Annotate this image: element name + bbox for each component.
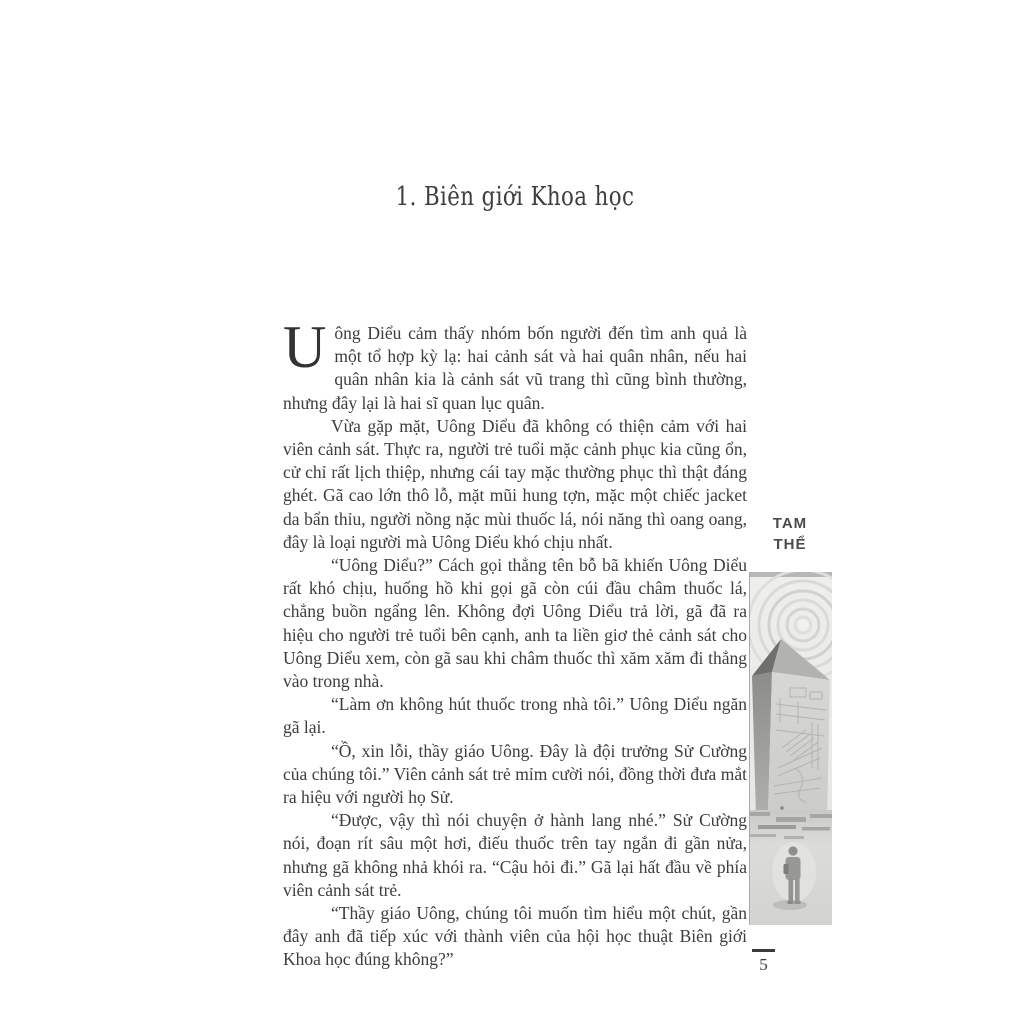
page-number-rule <box>752 949 775 952</box>
paragraph: Vừa gặp mặt, Uông Diểu đã không có thiện cảm với hai viên cảnh sát. Thực ra, người trẻ tuổi mặc cảnh phục kia cũng ổn, cử chỉ rất lịch thiệp, nhưng cái tay mặc thường phục thì thật đáng ghét. Gã cao lớn thô lỗ, mặt mũi hung tợn, mặc một chiếc jacket da bẩn thỉu, người nồng nặc mùi thuốc lá, nói năng thì oang oang, đây là loại người mà Uông Diểu khó chịu nhất. <box>283 415 747 552</box>
paragraph: “Uông Diểu?” Cách gọi thẳng tên bỗ bã khiến Uông Diểu rất khó chịu, huống hồ khi gọi gã còn cúi đầu châm thuốc lá, chẳng buồn ngẩng lên. Không đợi Uông Diểu trả lời, gã đã ra hiệu cho người trẻ tuổi bên cạnh, anh ta liền giơ thẻ cảnh sát cho Uông Diểu xem, còn gã sau khi châm thuốc thì xăm xăm đi thẳng vào trong nhà. <box>283 555 747 692</box>
chapter-title: 1. Biên giới Khoa học <box>395 182 635 212</box>
series-title-label <box>748 513 832 555</box>
series-title-line2: THỂ <box>773 536 807 553</box>
body-text-column <box>283 314 747 972</box>
cover-art-illustration <box>749 572 832 925</box>
paragraph: “Được, vậy thì nói chuyện ở hành lang nhé.” Sử Cường nói, đoạn rít sâu một hơi, điếu thuốc trên tay ngắn đi gần nửa, nhưng gã không nhả khói ra. “Cậu hỏi đi.” Gã lại hất đầu về phía viên cảnh sát trẻ. <box>283 810 747 900</box>
drop-cap: U <box>283 314 327 380</box>
opening-paragraph <box>283 314 747 415</box>
opening-paragraph-text: ông Diểu cảm thấy nhóm bốn người đến tìm anh quả là một tổ hợp kỳ lạ: hai cảnh sát và hai quân nhân, nếu hai quân nhân kia là cảnh sát vũ trang thì cũng bình thường, nhưng đây lại là hai sĩ quan lục quân. <box>283 323 747 413</box>
page-number: 5 <box>759 955 768 974</box>
paragraph: “Ồ, xin lỗi, thầy giáo Uông. Đây là đội trưởng Sử Cường của chúng tôi.” Viên cảnh sát trẻ mỉm cười nói, đồng thời đưa mắt ra hiệu với người họ Sử. <box>283 740 747 808</box>
paragraph: “Thầy giáo Uông, chúng tôi muốn tìm hiểu một chút, gần đây anh đã tiếp xúc với thành viên của hội học thuật Biên giới Khoa học đúng không?” <box>283 903 747 970</box>
series-title-line1: TAM <box>772 515 808 532</box>
paragraph: “Làm ơn không hút thuốc trong nhà tôi.” Uông Diểu ngăn gã lại. <box>283 694 747 738</box>
